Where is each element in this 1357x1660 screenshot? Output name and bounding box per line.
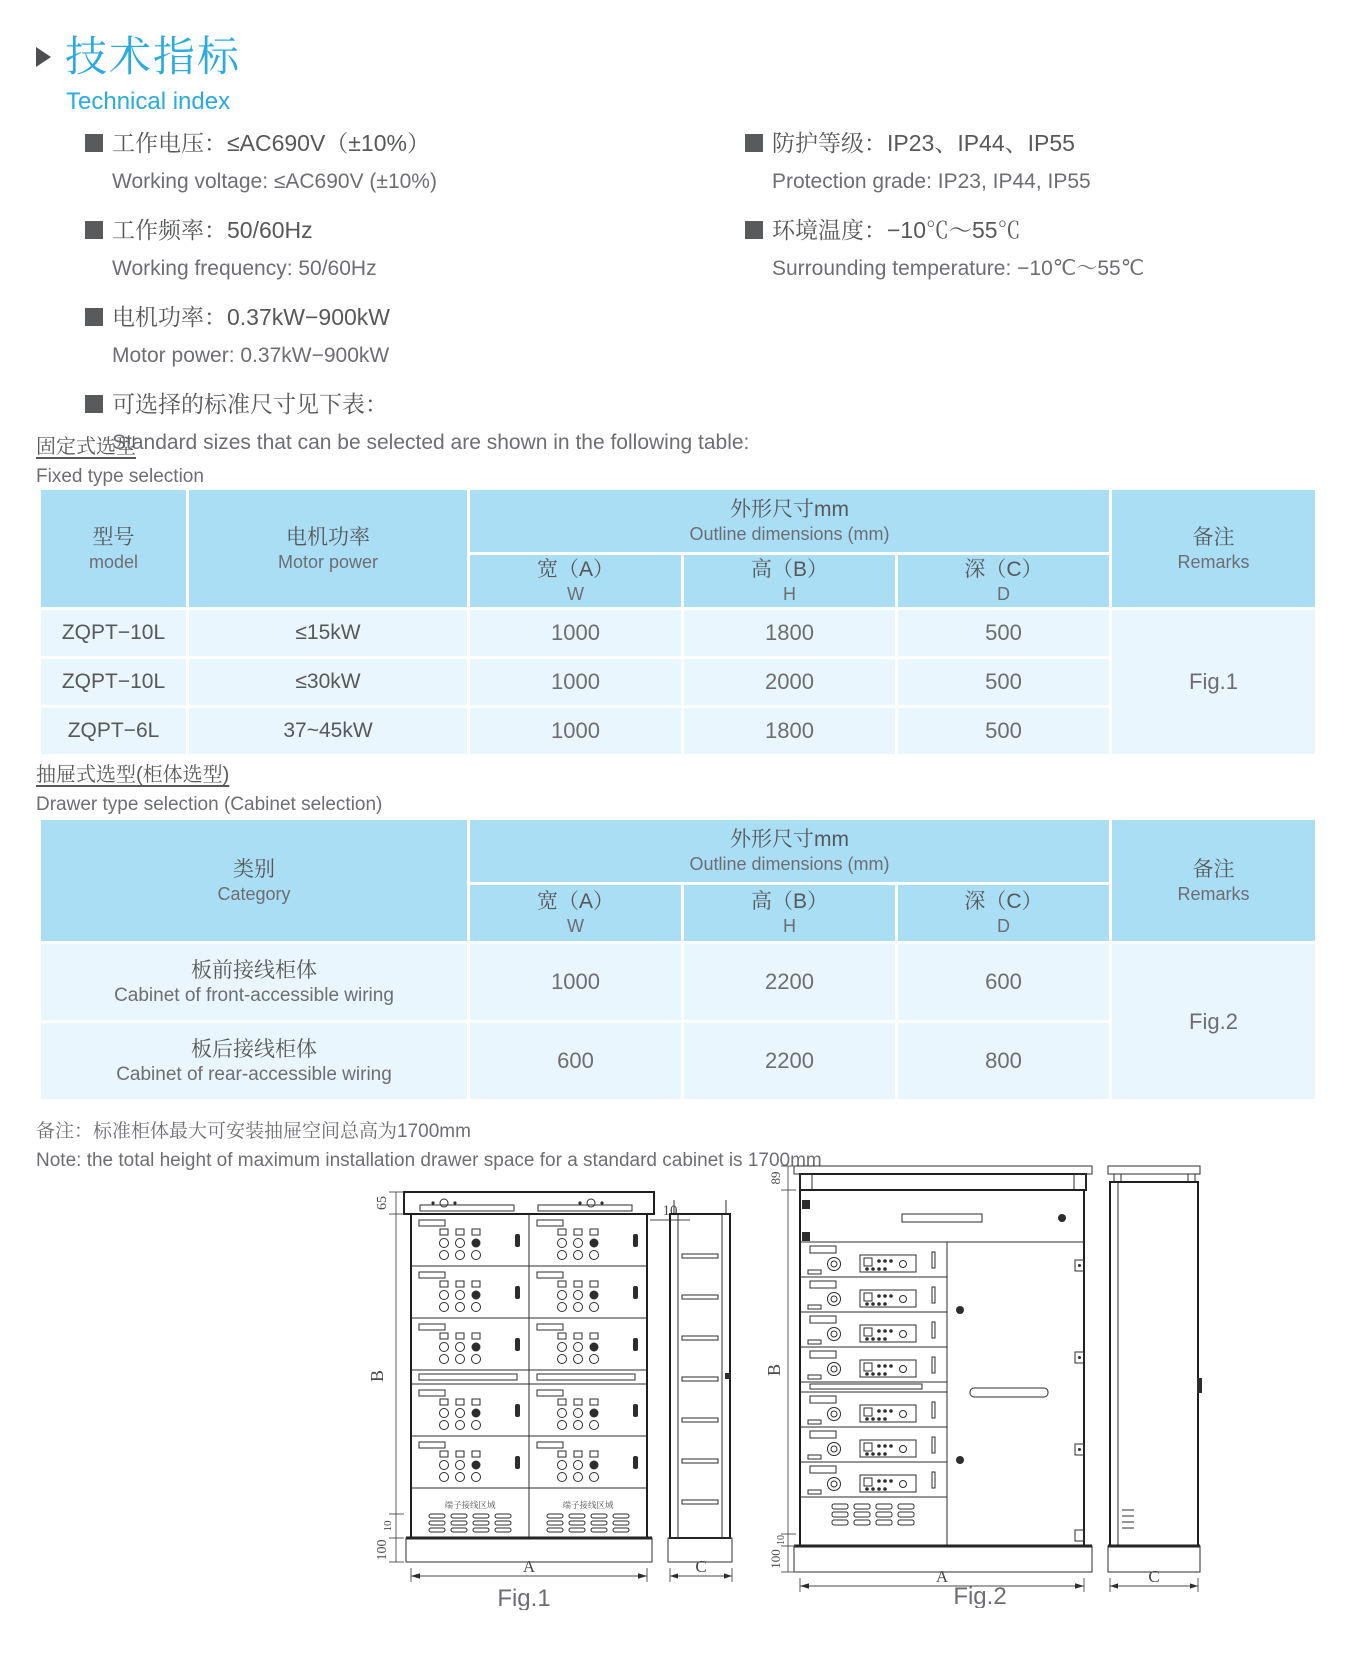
col-header-outline-dims	[470, 490, 1109, 552]
header-cn: 外形尺寸mm	[730, 828, 849, 851]
col-header-height	[684, 555, 895, 607]
section-title-cn: 抽屉式选型(柜体选型)	[36, 764, 230, 786]
bullet-square-icon	[85, 134, 103, 152]
cell-model: ZQPT−10L	[41, 610, 186, 656]
fig1-dim-depth-label: C	[695, 1557, 707, 1576]
col-header-motor-power	[189, 490, 467, 607]
header-cn: 深（C）	[964, 890, 1043, 913]
header-en: Remarks	[1177, 883, 1250, 904]
fig1-front-view	[367, 1192, 690, 1582]
col-header-remarks	[1112, 820, 1315, 941]
header-cn: 宽（A）	[536, 890, 614, 913]
col-header-remarks	[1112, 490, 1315, 607]
header-cn: 深（C）	[964, 558, 1043, 581]
category-cn: 板后接线柜体	[191, 1037, 317, 1061]
spec-list-right	[745, 128, 1325, 302]
section-arrow-icon	[36, 47, 51, 67]
header-cn: 类别	[233, 857, 275, 881]
fig2-dim-base-label: 100	[768, 1549, 783, 1569]
header-en: model	[88, 551, 139, 572]
bullet-square-icon	[745, 134, 763, 152]
cell-depth: 800	[898, 1023, 1109, 1099]
header-cn: 备注	[1192, 857, 1235, 881]
col-header-category	[41, 820, 467, 941]
cell-depth: 500	[898, 659, 1109, 705]
header-cn: 备注	[1192, 525, 1235, 549]
cell-depth: 500	[898, 610, 1109, 656]
header-cn: 电机功率	[286, 525, 370, 549]
header-cn: 宽（A）	[536, 558, 614, 581]
spec-en: Standard sizes that can be selected are shown in the following table:	[112, 431, 750, 454]
spec-item-frequency	[85, 215, 785, 282]
header-en: W	[567, 584, 584, 604]
header-en: Category	[217, 883, 291, 904]
note-block	[36, 1116, 822, 1172]
fig2-caption: Fig.2	[953, 1583, 1007, 1608]
spec-en: Surrounding temperature: −10℃～55℃	[772, 257, 1145, 280]
fig2-drawing	[742, 1138, 1207, 1608]
table-row	[41, 944, 1315, 1020]
header-en: Motor power	[277, 551, 379, 572]
cell-height: 1800	[684, 610, 895, 656]
spec-item-motor-power	[85, 302, 785, 369]
fig1-caption: Fig.1	[497, 1585, 551, 1610]
section-title-en: Drawer type selection (Cabinet selection)	[36, 794, 383, 815]
cell-depth: 500	[898, 708, 1109, 754]
header-en: Outline dimensions (mm)	[689, 524, 890, 544]
cell-remark-fig2: Fig.2	[1112, 944, 1315, 1099]
fig1-dim-base-label: 100	[375, 1539, 390, 1561]
fig2-dim-height-label: B	[764, 1363, 784, 1377]
spec-item-temperature	[745, 215, 1325, 282]
cell-height: 2200	[684, 944, 895, 1020]
title-block	[36, 33, 242, 116]
cell-depth: 600	[898, 944, 1109, 1020]
fixed-type-table	[38, 487, 1318, 757]
bullet-square-icon	[745, 221, 763, 239]
header-cn: 高（B）	[750, 890, 828, 913]
note-cn: 备注：标准柜体最大可安装抽屉空间总高为1700mm	[36, 1121, 471, 1142]
drawer-section-label	[36, 758, 382, 816]
spec-en: Motor power: 0.37kW−900kW	[112, 344, 390, 367]
page-subtitle: Technical index	[66, 88, 231, 115]
cell-power: ≤15kW	[189, 610, 467, 656]
col-header-depth	[898, 555, 1109, 607]
cell-power: 37~45kW	[189, 708, 467, 754]
fig1-side-view	[668, 1200, 732, 1582]
cell-width: 1000	[470, 708, 681, 754]
spec-cn: 可选择的标准尺寸见下表：	[112, 391, 388, 417]
fig1-dim-small-label: 10	[382, 1520, 394, 1532]
header-cn: 外形尺寸mm	[730, 498, 849, 521]
header-en: D	[997, 916, 1010, 936]
fig1-terminal-label: 端子接线区域	[562, 1500, 614, 1510]
cell-width: 1000	[470, 610, 681, 656]
header-cn: 型号	[92, 525, 135, 549]
col-header-depth	[898, 885, 1109, 941]
cell-width: 1000	[470, 659, 681, 705]
note-en: Note: the total height of maximum installation drawer space for a standard cabinet is 1700mm	[36, 1150, 822, 1171]
fig2-dim-small-label: 10	[776, 1535, 787, 1545]
bullet-square-icon	[85, 395, 103, 413]
cell-remark-fig1: Fig.1	[1112, 610, 1315, 754]
fig1-dim-lip-label: 10	[662, 1203, 678, 1219]
header-en: Outline dimensions (mm)	[689, 854, 890, 874]
fig1-dim-cap-label: 65	[375, 1196, 390, 1210]
fixed-section-label	[36, 430, 204, 488]
category-en: Cabinet of front-accessible wiring	[114, 984, 394, 1006]
fig1-dim-height-label: B	[367, 1369, 387, 1383]
fig1-terminal-label: 端子接线区域	[444, 1500, 496, 1510]
section-title-en: Fixed type selection	[36, 466, 204, 487]
table-row	[41, 610, 1315, 656]
fig2-side-view	[1108, 1166, 1202, 1592]
spec-item-protection	[745, 128, 1325, 195]
fig2-dim-depth-label: C	[1148, 1567, 1160, 1586]
header-en: H	[783, 584, 796, 604]
header-en: H	[783, 916, 796, 936]
bullet-square-icon	[85, 221, 103, 239]
cell-width: 600	[470, 1023, 681, 1099]
col-header-height	[684, 885, 895, 941]
cell-height: 2000	[684, 659, 895, 705]
cell-model: ZQPT−10L	[41, 659, 186, 705]
spec-en: Working voltage: ≤AC690V (±10%)	[112, 170, 437, 193]
spec-en: Protection grade: IP23, IP44, IP55	[772, 170, 1091, 193]
cell-category	[41, 1023, 467, 1099]
header-cn: 高（B）	[750, 558, 828, 581]
spec-cn: 工作频率：50/60Hz	[112, 217, 313, 243]
drawer-type-table	[38, 817, 1318, 1102]
spec-cn: 工作电压：≤AC690V（±10%）	[112, 130, 430, 156]
category-en: Cabinet of rear-accessible wiring	[116, 1063, 392, 1085]
spec-list-left	[85, 128, 785, 476]
bullet-square-icon	[85, 308, 103, 326]
fig2-dim-cap-label: 89	[768, 1171, 783, 1185]
spec-cn: 防护等级：IP23、IP44、IP55	[772, 130, 1075, 156]
col-header-width	[470, 555, 681, 607]
fig1-dim-width-label: A	[522, 1557, 536, 1576]
spec-cn: 电机功率：0.37kW−900kW	[112, 304, 390, 330]
header-en: D	[997, 584, 1010, 604]
cell-width: 1000	[470, 944, 681, 1020]
fig1-drawing	[356, 1170, 738, 1610]
cell-height: 1800	[684, 708, 895, 754]
col-header-outline-dims	[470, 820, 1109, 882]
col-header-width	[470, 885, 681, 941]
cell-height: 2200	[684, 1023, 895, 1099]
spec-cn: 环境温度：−10℃～55℃	[772, 217, 1021, 243]
fig2-dim-width-label: A	[935, 1567, 949, 1586]
page-title: 技术指标	[65, 33, 242, 80]
header-en: W	[567, 916, 584, 936]
cell-power: ≤30kW	[189, 659, 467, 705]
cell-category	[41, 944, 467, 1020]
spec-en: Working frequency: 50/60Hz	[112, 257, 377, 280]
spec-item-voltage	[85, 128, 785, 195]
section-title-cn: 固定式选型	[36, 436, 136, 458]
category-cn: 板前接线柜体	[191, 958, 317, 982]
fig2-front-view	[764, 1166, 1092, 1592]
cell-model: ZQPT−6L	[41, 708, 186, 754]
header-en: Remarks	[1177, 551, 1250, 572]
col-header-model	[41, 490, 186, 607]
